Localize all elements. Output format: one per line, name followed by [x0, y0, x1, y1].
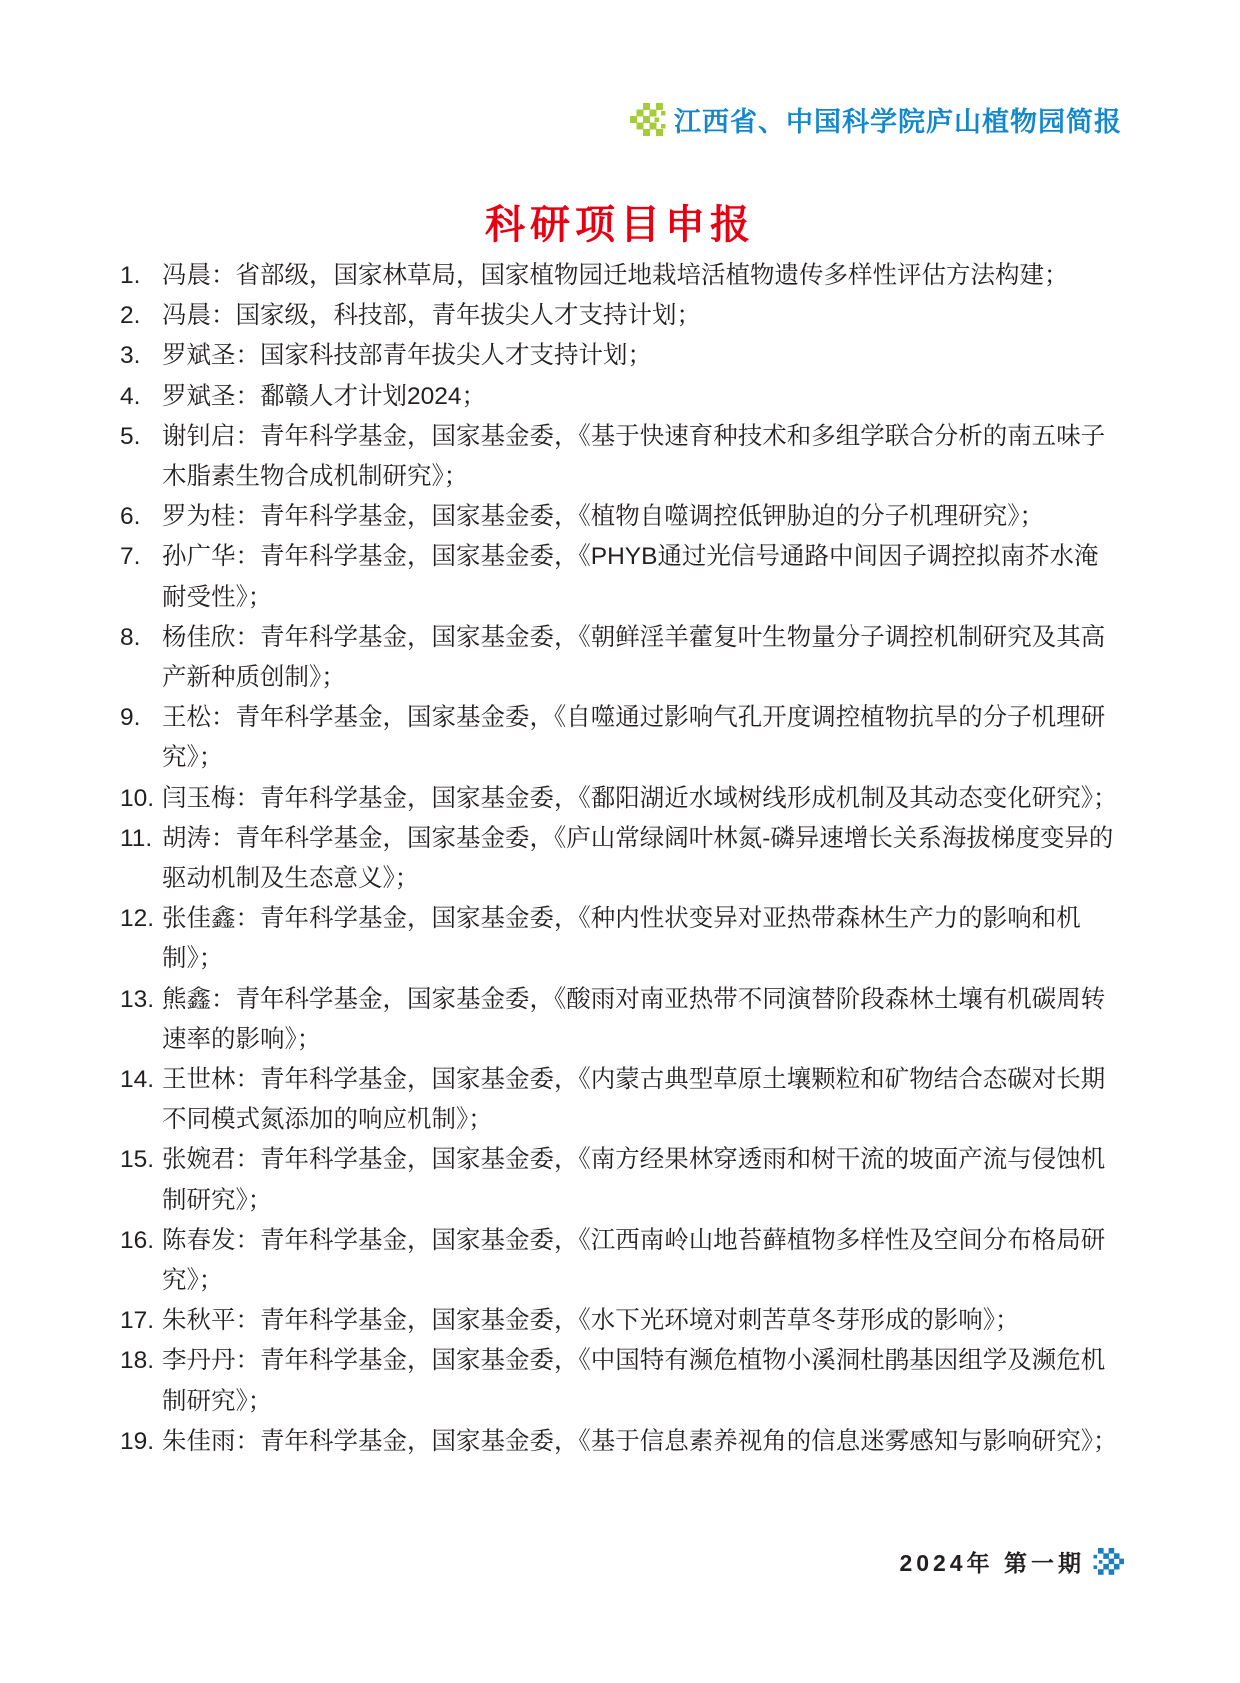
item-text: 张婉君：青年科学基金，国家基金委，《南方经果林穿透雨和树干流的坡面产流与侵蚀机制研究》； [162, 1146, 1106, 1214]
list-item [120, 1301, 1122, 1341]
item-text: 王世林：青年科学基金，国家基金委，《内蒙古典型草原土壤颗粒和矿物结合态碳对长期不同模式氮添加的响应机制》； [162, 1066, 1106, 1134]
list-item [120, 537, 1122, 617]
item-number: 12. [120, 905, 155, 933]
item-number: 13. [120, 985, 155, 1013]
page-title: 科研项目申报 [485, 203, 755, 247]
list-item [120, 377, 1122, 417]
item-number: 6. [120, 503, 141, 531]
item-number: 17. [120, 1307, 155, 1335]
item-text: 张佳鑫：青年科学基金，国家基金委，《种内性状变异对亚热带森林生产力的影响和机制》； [162, 905, 1081, 973]
list-item [120, 779, 1122, 819]
item-text: 冯晨：国家级，科技部，青年拔尖人才支持计划； [162, 302, 701, 330]
list-item [120, 497, 1122, 537]
item-text: 罗为桂：青年科学基金，国家基金委，《植物自噬调控低钾胁迫的分子机理研究》； [162, 503, 1044, 531]
item-text: 朱秋平：青年科学基金，国家基金委，《水下光环境对刺苦草冬芽形成的影响》； [162, 1307, 1020, 1335]
item-number: 16. [120, 1226, 155, 1254]
masthead [120, 100, 1122, 139]
item-text: 熊鑫：青年科学基金，国家基金委，《酸雨对南亚热带不同演替阶段森林土壤有机碳周转速率的影响》； [162, 985, 1106, 1053]
list-item [120, 819, 1122, 899]
list-item [120, 1341, 1122, 1421]
item-number: 11. [120, 824, 153, 852]
list-item [120, 256, 1122, 296]
page-footer [120, 1545, 1124, 1578]
list-item [120, 1422, 1122, 1462]
item-text: 朱佳雨：青年科学基金，国家基金委，《基于信息素养视角的信息迷雾感知与影响研究》； [162, 1427, 1118, 1455]
item-number: 9. [120, 704, 141, 732]
item-text: 冯晨：省部级，国家林草局，国家植物园迁地栽培活植物遗传多样性评估方法构建； [162, 262, 1069, 289]
list-item [120, 980, 1122, 1060]
item-text: 谢钊启：青年科学基金，国家基金委，《基于快速育种技术和多组学联合分析的南五味子木脂素生物合成机制研究》； [162, 422, 1106, 491]
masthead-title: 江西省、中国科学院庐山植物园简报 [674, 107, 1122, 137]
project-list [120, 256, 1122, 1462]
pixel-double-chevron-left-icon [630, 103, 667, 136]
list-item [120, 296, 1122, 336]
list-item [120, 1221, 1122, 1301]
item-number: 10. [120, 784, 155, 812]
item-text: 罗斌圣：鄱赣人才计划2024； [162, 382, 487, 410]
issue-label: 2024年 第一期 [899, 1550, 1085, 1576]
item-number: 19. [120, 1427, 155, 1455]
item-text: 胡涛：青年科学基金，国家基金委，《庐山常绿阔叶林氮-磷异速增长关系海拔梯度变异的驱动机制及生态意义》； [162, 824, 1114, 893]
item-number: 1. [120, 262, 141, 289]
list-item [120, 1060, 1122, 1140]
item-number: 3. [120, 342, 141, 370]
item-number: 7. [120, 543, 141, 571]
list-item [120, 618, 1122, 698]
item-number: 14. [120, 1066, 155, 1094]
item-text: 李丹丹：青年科学基金，国家基金委，《中国特有濒危植物小溪洞杜鹃基因组学及濒危机制研究》； [162, 1347, 1106, 1415]
item-text: 罗斌圣：国家科技部青年拔尖人才支持计划； [162, 342, 652, 370]
item-number: 5. [120, 422, 141, 450]
list-item [120, 698, 1122, 778]
item-text: 王松：青年科学基金，国家基金委，《自噬通过影响气孔开度调控植物抗旱的分子机理研究》； [162, 704, 1106, 772]
item-number: 18. [120, 1347, 155, 1375]
item-text: 杨佳欣：青年科学基金，国家基金委，《朝鲜淫羊藿复叶生物量分子调控机制研究及其高产新种质创制》； [162, 623, 1106, 692]
pixel-double-chevron-right-icon [1093, 1548, 1124, 1575]
list-item [120, 417, 1122, 497]
list-item [120, 899, 1122, 979]
item-number: 8. [120, 623, 141, 651]
list-item [120, 336, 1122, 376]
item-number: 2. [120, 302, 141, 330]
item-number: 15. [120, 1146, 155, 1174]
item-text: 陈春发：青年科学基金，国家基金委，《江西南岭山地苔藓植物多样性及空间分布格局研究》； [162, 1226, 1106, 1295]
item-text: 孙广华：青年科学基金，国家基金委，《PHYB通过光信号通路中间因子调控拟南芥水淹耐受性》； [162, 543, 1099, 611]
item-text: 闫玉梅：青年科学基金，国家基金委，《鄱阳湖近水域树线形成机制及其动态变化研究》； [162, 784, 1118, 812]
item-number: 4. [120, 382, 141, 410]
list-item [120, 1140, 1122, 1220]
